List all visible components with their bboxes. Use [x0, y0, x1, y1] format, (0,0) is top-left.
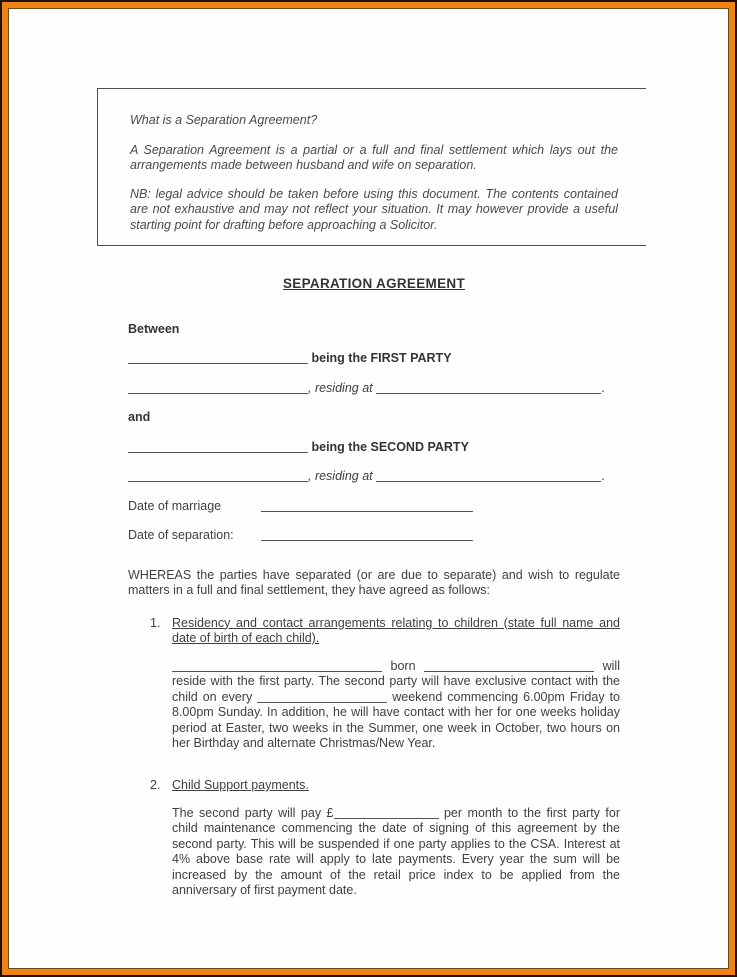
clause-2-text-a: The second party will pay £ — [172, 805, 334, 820]
clause-1-body-text — [172, 659, 620, 752]
line-end-period-1: . — [601, 380, 605, 395]
clause-1-number: 1. — [150, 615, 161, 630]
and-label: and — [128, 410, 151, 424]
intro-nb-note: NB: legal advice should be taken before using this document. The contents contained are not exhaustive and may not reflect your situation. It may however provide a useful starting point for drafting before approaching a Solicitor. — [130, 186, 618, 232]
clause-1-heading: Residency and contact arrangements relating to children (state full name and date of birth of each child). — [172, 615, 620, 645]
intro-box — [97, 88, 646, 246]
date-of-separation-field — [261, 528, 473, 541]
date-of-marriage-row — [128, 499, 620, 515]
document-body — [128, 276, 620, 911]
whereas-clause: WHEREAS the parties have separated (or are due to separate) and wish to regulate matters in a full and final settlement, they have agreed as follows: — [128, 567, 620, 597]
born-word: born — [390, 658, 416, 673]
date-of-separation-label: Date of separation: — [128, 528, 234, 542]
first-party-suffix: being the FIRST PARTY — [311, 351, 452, 365]
clause-2-text-b: per month to the first party for child maintenance commencing the date of signing of this agreement by the second party. This will be suspended if one party applies to the CSA. Interest at 4% above base rate will apply to late payments. Every year the sum will be increased by the amount of the retail price index to be applied from the anniversary of first payment date. — [172, 805, 620, 897]
intro-answer: A Separation Agreement is a partial or a full and final settlement which lays out the arrangements made between husband and wife on separation. — [130, 142, 618, 172]
second-party-line — [128, 440, 620, 456]
date-of-marriage-label: Date of marriage — [128, 498, 222, 513]
first-party-name-field — [128, 351, 308, 364]
clause-2-number: 2. — [150, 778, 161, 792]
child-dob-field — [424, 659, 594, 672]
between-label: Between — [128, 321, 180, 336]
residing-at-label-1: , residing at — [308, 380, 373, 395]
maintenance-amount-field — [334, 806, 439, 819]
child-name-field — [172, 659, 382, 672]
first-party-name-field-2 — [128, 381, 308, 394]
first-party-address-field — [376, 381, 601, 394]
date-of-separation-row — [128, 528, 620, 544]
clause-1-text-b: weekend commencing 6.00pm Friday to 8.00pm Sunday. In addition, he will have contact with her for one weeks holiday period at Easter, two weeks in the Summer, one week in October, two hours on her Birthday and alternate Christmas/New Year. — [172, 689, 621, 750]
page-title: SEPARATION AGREEMENT — [282, 276, 465, 291]
second-party-residence-line — [128, 469, 620, 485]
first-party-residence-line — [128, 381, 620, 397]
contact-weekend-field — [257, 690, 387, 703]
clause-2-body-text — [172, 806, 620, 899]
second-party-suffix: being the SECOND PARTY — [311, 439, 469, 454]
clause-2-content — [172, 778, 620, 911]
document-page — [8, 8, 729, 969]
clause-list — [128, 616, 620, 912]
clause-2 — [128, 778, 620, 911]
residing-at-label-2: , residing at — [308, 469, 373, 483]
second-party-address-field — [376, 469, 601, 482]
line-end-period-2: . — [601, 469, 605, 483]
second-party-name-field — [128, 440, 308, 453]
clause-2-heading: Child Support payments. — [172, 778, 309, 792]
clause-1-content — [172, 616, 620, 765]
clause-1-text-a: will reside with the first party. The second party will have exclusive contact with the child on every — [172, 658, 620, 704]
intro-question: What is a Separation Agreement? — [130, 113, 318, 127]
date-of-marriage-field — [261, 499, 473, 512]
clause-1 — [128, 616, 620, 765]
second-party-name-field-2 — [128, 469, 308, 482]
first-party-line — [128, 351, 620, 367]
scan-frame-orange-band — [2, 2, 735, 975]
